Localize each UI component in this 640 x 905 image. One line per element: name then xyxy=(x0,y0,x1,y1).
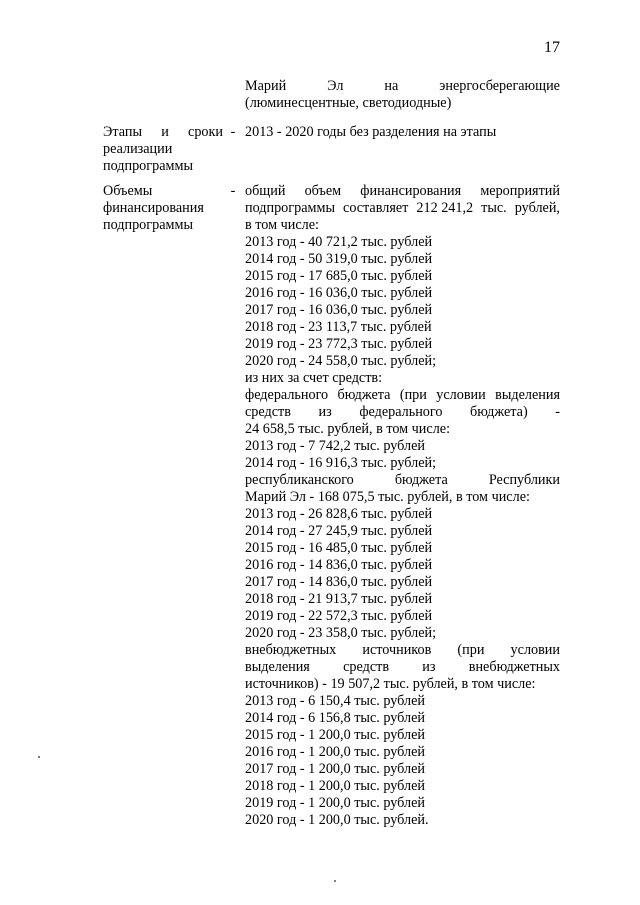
text-line: 2013 год - 26 828,6 тыс. рублей xyxy=(245,506,433,522)
text-line: средств из федерального бюджета) - xyxy=(245,404,560,420)
text-line: республиканского бюджета Республики xyxy=(245,472,560,488)
text-line: 2014 год - 16 916,3 тыс. рублей; xyxy=(245,455,437,471)
text-line: 2020 год - 1 200,0 тыс. рублей. xyxy=(245,812,429,828)
page-number: 17 xyxy=(544,39,560,56)
text-line: 2014 год - 50 319,0 тыс. рублей xyxy=(245,251,433,267)
text-line: выделения средств из внебюджетных xyxy=(245,659,560,675)
row-dash: - xyxy=(230,183,236,199)
text-line: 2019 год - 22 572,3 тыс. рублей xyxy=(245,608,433,624)
text-line: (люминесцентные, светодиодные) xyxy=(245,95,452,111)
text-line: 2014 год - 6 156,8 тыс. рублей xyxy=(245,710,425,726)
text-line: из них за счет средств: xyxy=(245,370,383,386)
text-line: внебюджетных источников (при условии xyxy=(245,642,560,658)
text-line: 2018 год - 21 913,7 тыс. рублей xyxy=(245,591,433,607)
text-line: 2013 год - 40 721,2 тыс. рублей xyxy=(245,234,433,250)
text-line: общий объем финансирования мероприятий xyxy=(245,183,560,199)
text-line: Этапы и сроки xyxy=(103,124,223,140)
text-line: 2018 год - 23 113,7 тыс. рублей xyxy=(245,319,432,335)
scan-speck xyxy=(38,756,40,758)
text-line: 2020 год - 24 558,0 тыс. рублей; xyxy=(245,353,437,369)
row-label xyxy=(103,124,223,175)
text-line: 24 658,5 тыс. рублей, в том числе: xyxy=(245,421,451,437)
text-line: 2013 - 2020 годы без разделения на этапы xyxy=(245,124,497,140)
text-line: источников) - 19 507,2 тыс. рублей, в том числе: xyxy=(245,676,536,692)
text-line: Марий Эл - 168 075,5 тыс. рублей, в том числе: xyxy=(245,489,530,505)
row-dash: - xyxy=(230,124,236,140)
text-line: 2017 год - 16 036,0 тыс. рублей xyxy=(245,302,433,318)
text-line: подпрограммы xyxy=(103,217,193,233)
text-line: подпрограммы составляет 212 241,2 тыс. рублей, xyxy=(245,200,560,216)
top-text xyxy=(245,78,560,112)
text-line: 2019 год - 23 772,3 тыс. рублей xyxy=(245,336,433,352)
text-line: 2014 год - 27 245,9 тыс. рублей xyxy=(245,523,433,539)
text-line: 2015 год - 17 685,0 тыс. рублей xyxy=(245,268,433,284)
text-line: 2019 год - 1 200,0 тыс. рублей xyxy=(245,795,425,811)
row-label xyxy=(103,183,223,234)
text-line: Объемы xyxy=(103,183,153,199)
text-line: 2017 год - 1 200,0 тыс. рублей xyxy=(245,761,425,777)
text-line: 2013 год - 7 742,2 тыс. рублей xyxy=(245,438,425,454)
text-line: подпрограммы xyxy=(103,158,193,174)
text-line: 2016 год - 1 200,0 тыс. рублей xyxy=(245,744,425,760)
text-line: 2016 год - 16 036,0 тыс. рублей xyxy=(245,285,433,301)
text-line: реализации xyxy=(103,141,173,157)
text-line: 2015 год - 1 200,0 тыс. рублей xyxy=(245,727,425,743)
text-line: 2013 год - 6 150,4 тыс. рублей xyxy=(245,693,425,709)
text-line: финансирования xyxy=(103,200,204,216)
text-line: 2015 год - 16 485,0 тыс. рублей xyxy=(245,540,433,556)
text-line: Марий Эл на энергосберегающие xyxy=(245,78,560,94)
text-line: 2016 год - 14 836,0 тыс. рублей xyxy=(245,557,433,573)
text-line: в том числе: xyxy=(245,217,319,233)
row-value xyxy=(245,124,560,141)
text-line: 2020 год - 23 358,0 тыс. рублей; xyxy=(245,625,437,641)
scan-speck xyxy=(334,880,336,882)
text-line: 2017 год - 14 836,0 тыс. рублей xyxy=(245,574,433,590)
text-line: федерального бюджета (при условии выделения xyxy=(245,387,560,403)
row-value xyxy=(245,183,560,829)
text-line: 2018 год - 1 200,0 тыс. рублей xyxy=(245,778,425,794)
